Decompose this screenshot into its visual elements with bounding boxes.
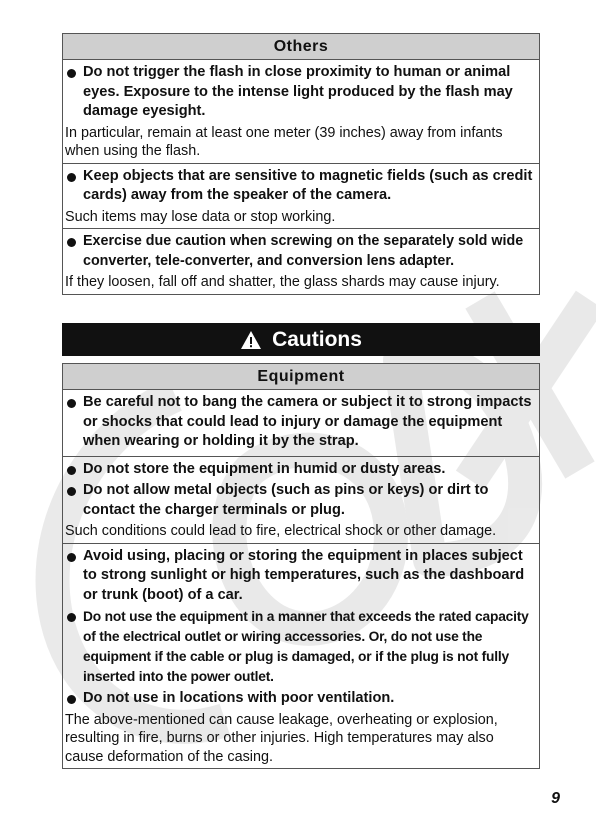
bullet-item: Do not use the equipment in a manner that exceeds the rated capacity of the electrical outlet or wiring accessories. Or, do not use the equipment if the cable or plug is damaged, or if the plug is not fully inserted into the power outlet. (65, 607, 536, 687)
section-note: In particular, remain at least one meter (39 inches) away from infants when using the flash. (65, 124, 503, 159)
bullet-item: Do not allow metal objects (such as pins or keys) or dirt to contact the charger terminals or plug. (65, 481, 536, 520)
bullet-dot-icon (67, 399, 76, 408)
equipment-section-storage (63, 456, 539, 543)
section-note: The above-mentioned can cause leakage, overheating or explosion, resulting in fire, burns or other injuries. High temperatures may also cause deformation of the casing. (65, 711, 498, 765)
others-section-flash (63, 60, 539, 163)
bullet-item: Keep objects that are sensitive to magnetic fields (such as credit cards) away from the speaker of the camera. (65, 167, 536, 206)
equipment-section-heat (63, 543, 539, 769)
others-section-magnetic (63, 163, 539, 229)
bullet-dot-icon (67, 466, 76, 475)
cautions-banner (62, 323, 540, 356)
bullet-dot-icon (67, 69, 76, 78)
others-title: Others (63, 34, 539, 60)
section-note: Such conditions could lead to fire, electrical shock or other damage. (65, 523, 497, 539)
bullet-dot-icon (67, 238, 76, 247)
bullet-item: Do not trigger the flash in close proximity to human or animal eyes. Exposure to the intense light produced by the flash may damage eyesight. (65, 63, 536, 122)
bullet-item: Be careful not to bang the camera or subject it to strong impacts or shocks that could lead to injury or damage the equipment when wearing or holding it by the strap. (65, 393, 536, 452)
bullet-item: Exercise due caution when screwing on the separately sold wide converter, tele-converter, and conversion lens adapter. (65, 232, 536, 271)
page-number: 9 (551, 790, 560, 807)
section-note: If they loosen, fall off and shatter, the glass shards may cause injury. (65, 274, 500, 290)
equipment-title: Equipment (63, 364, 539, 390)
bullet-dot-icon (67, 613, 76, 622)
equipment-box (62, 363, 540, 769)
others-box (62, 33, 540, 295)
bullet-dot-icon (67, 695, 76, 704)
bullet-dot-icon (67, 553, 76, 562)
others-section-converter (63, 228, 539, 294)
equipment-section-strap (63, 390, 539, 456)
bullet-dot-icon (67, 173, 76, 182)
bullet-item: Do not use in locations with poor ventilation. (65, 689, 536, 709)
bullet-item: Do not store the equipment in humid or dusty areas. (65, 460, 536, 480)
warning-triangle-icon (240, 330, 262, 350)
cautions-label: Cautions (272, 327, 362, 351)
bullet-item: Avoid using, placing or storing the equipment in places subject to strong sunlight or high temperatures, such as the dashboard or trunk (boot) of a car. (65, 547, 536, 606)
bullet-dot-icon (67, 487, 76, 496)
section-note: Such items may lose data or stop working. (65, 208, 336, 225)
